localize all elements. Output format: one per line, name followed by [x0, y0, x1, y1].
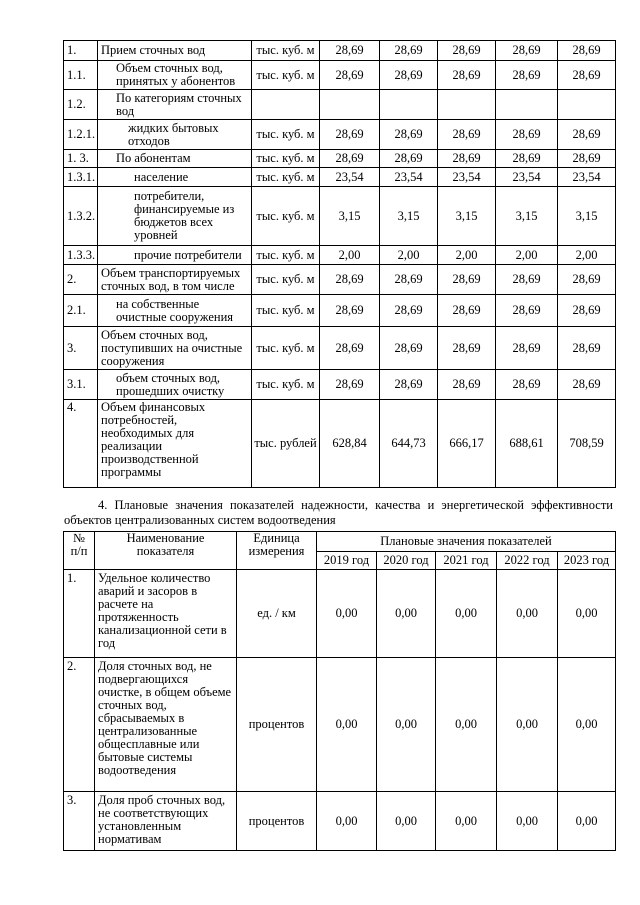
value-cell: 0,00 [436, 658, 497, 792]
value-cell: 2,00 [496, 246, 558, 265]
value-cell: 28,69 [320, 150, 380, 168]
value-cell: 23,54 [558, 168, 616, 187]
value-cell: 28,69 [496, 295, 558, 327]
row-number: 2.1. [64, 295, 98, 327]
value-cell: 28,69 [320, 327, 380, 370]
value-cell: 0,00 [317, 792, 377, 851]
value-cell: 3,15 [380, 187, 438, 246]
value-cell [496, 90, 558, 120]
row-number: 3. [64, 327, 98, 370]
value-cell: 28,69 [380, 327, 438, 370]
value-cell: 0,00 [497, 658, 558, 792]
value-cell: 23,54 [438, 168, 496, 187]
table-row [64, 90, 616, 120]
header-year: 2019 год [317, 552, 377, 570]
row-unit: тыс. куб. м [252, 168, 320, 187]
value-cell [558, 90, 616, 120]
value-cell: 28,69 [380, 120, 438, 150]
value-cell: 0,00 [558, 658, 616, 792]
value-cell: 28,69 [380, 370, 438, 400]
value-cell: 0,00 [377, 792, 436, 851]
header-group: Плановые значения показателей [317, 532, 616, 552]
table-row [64, 658, 616, 792]
value-cell: 28,69 [438, 120, 496, 150]
value-cell: 28,69 [320, 120, 380, 150]
value-cell [438, 90, 496, 120]
row-unit: процентов [237, 792, 317, 851]
row-number: 2. [64, 658, 95, 792]
value-cell [320, 90, 380, 120]
value-cell: 0,00 [436, 570, 497, 658]
value-cell: 0,00 [377, 570, 436, 658]
value-cell: 0,00 [317, 658, 377, 792]
value-cell: 0,00 [497, 792, 558, 851]
value-cell: 28,69 [438, 265, 496, 295]
table-row [64, 41, 616, 61]
header-year: 2021 год [436, 552, 497, 570]
value-cell: 3,15 [438, 187, 496, 246]
value-cell: 28,69 [438, 150, 496, 168]
value-cell: 0,00 [558, 792, 616, 851]
value-cell: 28,69 [496, 41, 558, 61]
header-year: 2020 год [377, 552, 436, 570]
row-name: Объем финансовых потребностей, необходимых для реализации производственной программы [98, 400, 252, 488]
value-cell: 23,54 [380, 168, 438, 187]
value-cell: 28,69 [320, 265, 380, 295]
row-name: Объем сточных вод, поступивших на очистные сооружения [98, 327, 252, 370]
row-unit: тыс. куб. м [252, 246, 320, 265]
row-name: Объем транспортируемых сточных вод, в том числе [98, 265, 252, 295]
row-name: потребители, финансируемые из бюджетов всех уровней [98, 187, 252, 246]
value-cell: 28,69 [558, 41, 616, 61]
value-cell: 0,00 [497, 570, 558, 658]
row-number: 1. [64, 41, 98, 61]
value-cell: 28,69 [380, 61, 438, 90]
value-cell: 0,00 [436, 792, 497, 851]
table-row [64, 370, 616, 400]
value-cell: 2,00 [320, 246, 380, 265]
row-unit: тыс. куб. м [252, 295, 320, 327]
value-cell: 28,69 [438, 370, 496, 400]
row-unit: тыс. куб. м [252, 61, 320, 90]
header-name: Наименование показателя [95, 532, 237, 570]
value-cell: 0,00 [558, 570, 616, 658]
value-cell: 28,69 [496, 61, 558, 90]
table-row [64, 187, 616, 246]
table-row [64, 150, 616, 168]
value-cell: 28,69 [496, 120, 558, 150]
indicators-table [63, 531, 616, 851]
row-number: 1.2. [64, 90, 98, 120]
value-cell: 3,15 [320, 187, 380, 246]
row-unit: тыс. рублей [252, 400, 320, 488]
value-cell: 28,69 [496, 327, 558, 370]
value-cell: 3,15 [496, 187, 558, 246]
row-number: 3. [64, 792, 95, 851]
header-unit: Единица измерения [237, 532, 317, 570]
value-cell: 628,84 [320, 400, 380, 488]
table-row [64, 120, 616, 150]
value-cell: 2,00 [558, 246, 616, 265]
value-cell: 28,69 [496, 370, 558, 400]
row-unit: процентов [237, 658, 317, 792]
value-cell: 28,69 [558, 327, 616, 370]
value-cell: 28,69 [558, 150, 616, 168]
value-cell: 3,15 [558, 187, 616, 246]
row-unit: ед. / км [237, 570, 317, 658]
row-unit: тыс. куб. м [252, 187, 320, 246]
table-row [64, 792, 616, 851]
value-cell: 28,69 [320, 61, 380, 90]
row-number: 1.2.1. [64, 120, 98, 150]
row-name: Доля проб сточных вод, не соответствующих установленным нормативам [95, 792, 237, 851]
section-heading: 4. Плановые значения показателей надежности, качества и энергетической эффективности объектов централизованных систем водоотведения [64, 498, 613, 527]
value-cell: 28,69 [438, 295, 496, 327]
row-unit: тыс. куб. м [252, 41, 320, 61]
header-year: 2022 год [497, 552, 558, 570]
row-name: По категориям сточных вод [98, 90, 252, 120]
row-number: 1.1. [64, 61, 98, 90]
row-name: население [98, 168, 252, 187]
value-cell: 28,69 [380, 265, 438, 295]
value-cell: 28,69 [380, 295, 438, 327]
value-cell: 28,69 [380, 150, 438, 168]
value-cell: 23,54 [496, 168, 558, 187]
row-name: жидких бытовых отходов [98, 120, 252, 150]
table-row [64, 168, 616, 187]
value-cell: 708,59 [558, 400, 616, 488]
row-unit: тыс. куб. м [252, 327, 320, 370]
row-unit: тыс. куб. м [252, 370, 320, 400]
row-number: 1. 3. [64, 150, 98, 168]
table-row [64, 400, 616, 488]
row-unit: тыс. куб. м [252, 150, 320, 168]
value-cell: 23,54 [320, 168, 380, 187]
row-unit: тыс. куб. м [252, 120, 320, 150]
header-year: 2023 год [558, 552, 616, 570]
value-cell [380, 90, 438, 120]
value-cell: 28,69 [558, 265, 616, 295]
value-cell: 2,00 [380, 246, 438, 265]
table-row [64, 265, 616, 295]
row-number: 1.3.1. [64, 168, 98, 187]
value-cell: 666,17 [438, 400, 496, 488]
value-cell: 28,69 [558, 370, 616, 400]
value-cell: 28,69 [438, 61, 496, 90]
value-cell: 28,69 [320, 41, 380, 61]
table-row [64, 570, 616, 658]
value-cell: 28,69 [496, 150, 558, 168]
row-number: 3.1. [64, 370, 98, 400]
row-number: 1.3.3. [64, 246, 98, 265]
value-cell: 28,69 [558, 120, 616, 150]
row-name: Объем сточных вод, принятых у абонентов [98, 61, 252, 90]
row-number: 1.3.2. [64, 187, 98, 246]
production-program-table [63, 40, 616, 488]
header-num: № п/п [64, 532, 95, 570]
value-cell: 28,69 [558, 61, 616, 90]
value-cell: 28,69 [438, 41, 496, 61]
row-name: Удельное количество аварий и засоров в расчете на протяженность канализационной сети в год [95, 570, 237, 658]
value-cell: 28,69 [496, 265, 558, 295]
value-cell: 688,61 [496, 400, 558, 488]
table-row [64, 327, 616, 370]
table-row [64, 295, 616, 327]
row-unit: тыс. куб. м [252, 265, 320, 295]
value-cell: 0,00 [377, 658, 436, 792]
row-name: объем сточных вод, прошедших очистку [98, 370, 252, 400]
row-number: 2. [64, 265, 98, 295]
value-cell: 28,69 [380, 41, 438, 61]
row-name: Прием сточных вод [98, 41, 252, 61]
row-name: Доля сточных вод, не подвергающихся очистке, в общем объеме сточных вод, сбрасываемых в централизованные общесплавные или бытовые системы водоотведения [95, 658, 237, 792]
row-number: 1. [64, 570, 95, 658]
value-cell: 644,73 [380, 400, 438, 488]
value-cell: 28,69 [320, 295, 380, 327]
value-cell: 2,00 [438, 246, 496, 265]
table-row [64, 246, 616, 265]
row-name: По абонентам [98, 150, 252, 168]
row-unit [252, 90, 320, 120]
value-cell: 0,00 [317, 570, 377, 658]
row-name: прочие потребители [98, 246, 252, 265]
value-cell: 28,69 [320, 370, 380, 400]
value-cell: 28,69 [438, 327, 496, 370]
table-row [64, 61, 616, 90]
value-cell: 28,69 [558, 295, 616, 327]
row-name: на собственные очистные сооружения [98, 295, 252, 327]
table-header-row [64, 532, 616, 552]
row-number: 4. [64, 400, 98, 488]
